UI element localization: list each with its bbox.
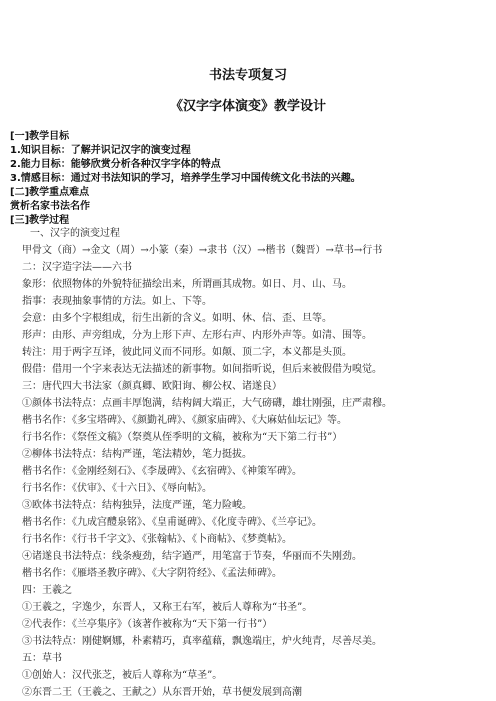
key-point-text: 赏析名家书法名作 [10,201,90,212]
body-line: 楷书名作：《九成宫醴泉铭》、《皇甫诞碑》、《化度寺碑》、《兰亭记》。 [22,517,322,528]
body-line: ②代表作：《兰亭集序》（该著作被称为“天下第一行书”） [22,619,273,630]
body-line: 象形：依照物体的外貌特征描绘出来，所谓画其成物。如日、月、山、马。 [22,279,352,290]
body-line: 五：草书 [22,653,62,664]
body-line: 行书名作：《祭侄文稿》（祭奠从侄季明的文稿，被称为“天下第二行书”） [22,432,343,443]
body-line: ④诸遂良书法特点：线条瘦劲，结字遒严，用笔富于节奏，华丽而不失刚劲。 [22,551,362,562]
body-line: 会意：由多个字根组成，衍生出新的含义。如明、休、信、歪、旦等。 [22,313,332,324]
body-line: 二：汉字造字法——六书 [22,262,132,273]
document-body [0,225,496,701]
objective-emotion: 3.情感目标：通过对书法知识的学习，培养学生学习中国传统文化书法的兴趣。 [10,173,361,184]
body-line: ③欧体书法特点：结构独异，法度严谨，笔力险峻。 [22,500,252,511]
body-line: 指事：表现抽象事情的方法。如上、下等。 [22,296,212,307]
body-line: 行书名作：《行书千字文》、《张翰帖》、《卜商帖》、《梦奠帖》。 [22,534,292,545]
body-line: 行书名作：《伏审》、《十六日》、《辱向帖》。 [22,483,212,494]
body-line: ②柳体书法特点：结构严谨，笔法精妙，笔力挺拔。 [22,449,252,460]
body-line: 楷书名作：《雁塔圣教序碑》、《大字阴符经》、《孟法师碑》。 [22,568,282,579]
body-line: 楷书名作：《多宝塔碑》、《颜勤礼碑》、《颜家庙碑》、《大麻姑仙坛记》等。 [22,415,347,426]
body-line: ③书法特点：刚健婀娜，朴素精巧，真率蕴藉，飘逸端庄，炉火纯青，尽善尽美。 [22,636,382,647]
objective-ability: 2.能力目标：能够欣赏分析各种汉字字体的特点 [10,159,221,170]
body-line: 楷书名作：《金刚经刻石》、《李晟碑》、《玄宿碑》、《神策军碑》。 [22,466,302,477]
body-line: 一、汉字的演变过程 [30,228,120,239]
objective-knowledge: 1.知识目标：了解并识记汉字的演变过程 [10,145,191,156]
section-heading-process: [三]教学过程 [10,215,70,226]
document-subtitle: 《汉字字体演变》教学设计 [169,99,326,114]
body-line: 形声：由形、声旁组成，分为上形下声、左形右声、内形外声等。如清、围等。 [22,330,372,341]
section-heading-key-points: [二]教学重点难点 [10,187,90,198]
body-line: ②东晋二王（王羲之、王献之）从东晋开始，草书便发展到高潮 [22,687,302,698]
body-line: ①颜体书法特点：点画丰厚饱满，结构阔大端正，大气磅礴，雄壮刚强，庄严肃穆。 [22,398,392,409]
body-line: ①创始人：汉代张芝，被后人尊称为“草圣”。 [22,670,223,681]
section-heading-objectives: [一]教学目标 [10,131,70,142]
body-line: 三：唐代四大书法家（颜真卿、欧阳询、柳公权、诸遂良） [22,381,282,392]
body-line: ①王羲之，字逸少，东晋人，又称王右军，被后人尊称为“书圣”。 [22,602,313,613]
body-line: 转注：用于两字互译，彼此同义而不同形。如颠、顶二字，本义都是头顶。 [22,347,352,358]
document-title: 书法专项复习 [208,68,287,83]
body-line: 甲骨文（商）→金文（周）→小篆（秦）→隶书（汉）→楷书（魏晋）→草书→行书 [22,245,383,256]
body-line: 四：王羲之 [22,585,72,596]
body-line: 假借：借用一个字来表达无法描述的新事物。如间指听说，但后来被假借为嗅觉。 [22,364,382,375]
